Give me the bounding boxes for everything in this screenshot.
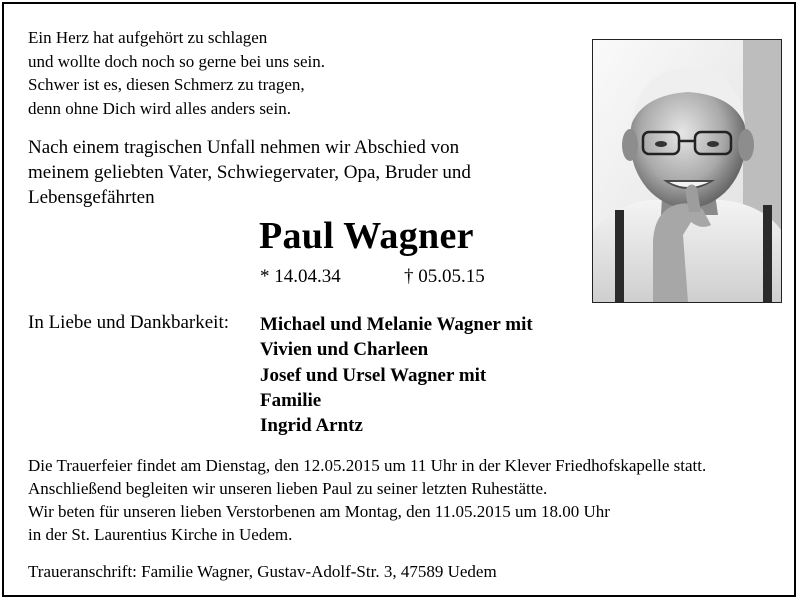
- mourner-line: Ingrid Arntz: [260, 415, 363, 437]
- thanks-label: In Liebe und Dankbarkeit:: [28, 312, 230, 333]
- funeral-line: Wir beten für unseren lieben Verstorbenen am Montag, den 11.05.2015 um 18.00 Uhr: [28, 502, 610, 521]
- poem: [28, 26, 325, 120]
- death-date: † 05.05.15: [404, 266, 485, 287]
- intro-line: meinem geliebten Vater, Schwiegervater, Opa, Bruder und: [28, 162, 471, 183]
- mourning-address: Traueranschrift: Familie Wagner, Gustav-Adolf-Str. 3, 47589 Uedem: [28, 562, 497, 581]
- intro-text: [28, 135, 471, 210]
- birth-date: * 14.04.34: [260, 266, 341, 287]
- funeral-info: [28, 454, 706, 546]
- poem-line: denn ohne Dich wird alles anders sein.: [28, 98, 291, 118]
- funeral-line: Die Trauerfeier findet am Dienstag, den 12.05.2015 um 11 Uhr in der Klever Friedhofskapelle statt.: [28, 456, 707, 475]
- intro-line: Lebensgefährten: [28, 187, 155, 208]
- obituary-frame: [2, 2, 796, 597]
- mourner-line: Vivien und Charleen: [260, 339, 429, 361]
- intro-line: Nach einem tragischen Unfall nehmen wir Abschied von: [28, 137, 460, 158]
- poem-line: Ein Herz hat aufgehört zu schlagen: [28, 28, 268, 47]
- deceased-name: Paul Wagner: [259, 215, 474, 257]
- mourners-list: [260, 312, 533, 438]
- mourner-line: Josef und Ursel Wagner mit: [260, 364, 487, 386]
- mourner-line: Michael und Melanie Wagner mit: [260, 314, 533, 335]
- portrait-photo-icon: [593, 40, 781, 302]
- mourner-line: Familie: [260, 389, 322, 411]
- portrait-photo: [592, 39, 782, 303]
- funeral-line: Anschließend begleiten wir unseren lieben Paul zu seiner letzten Ruhestätte.: [28, 479, 548, 498]
- funeral-line: in der St. Laurentius Kirche in Uedem.: [28, 525, 293, 544]
- poem-line: und wollte doch noch so gerne bei uns sein.: [28, 51, 325, 71]
- poem-line: Schwer ist es, diesen Schmerz zu tragen,: [28, 75, 305, 94]
